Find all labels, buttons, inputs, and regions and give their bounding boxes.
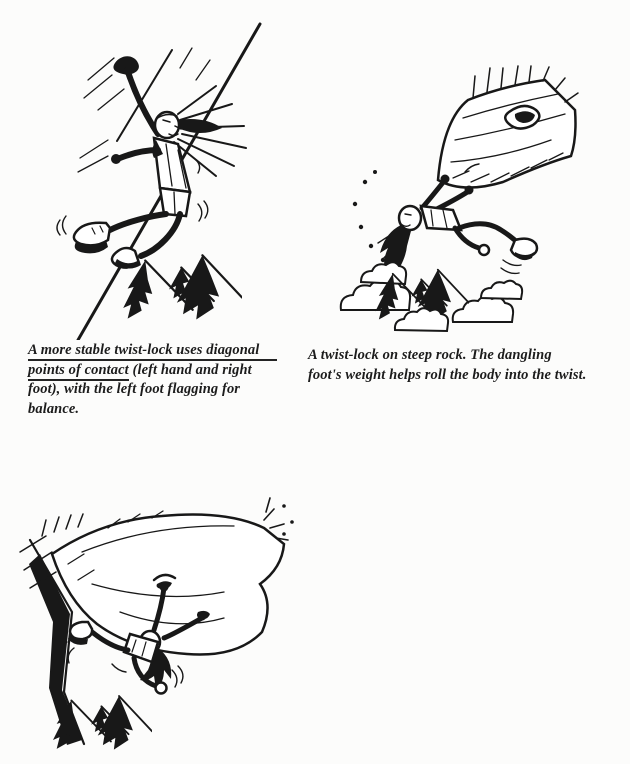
caption-line: foot), with the left foot flagging for xyxy=(28,381,241,397)
rock-face xyxy=(438,80,576,188)
sparkle-dots xyxy=(282,504,294,536)
caption-line: A more stable twist-lock uses diagonal xyxy=(28,341,298,361)
clouds-front xyxy=(395,308,448,331)
sweat-drops xyxy=(353,170,385,262)
caption-twist-lock-diagonal xyxy=(28,341,298,419)
caption-line: A twist-lock on steep rock. The dangling xyxy=(308,347,552,363)
mountains-logo-icon xyxy=(123,255,242,319)
caption-twist-lock-steep xyxy=(308,346,620,385)
figure-twist-lock-diagonal xyxy=(20,8,294,340)
figure-twist-lock-steep xyxy=(303,60,621,340)
hair-mass xyxy=(178,119,222,133)
climber-figure xyxy=(57,72,246,269)
climber-roof-illustration xyxy=(12,492,304,760)
climber-figure xyxy=(353,164,537,280)
rock-hatching xyxy=(84,48,210,110)
climber-steep-rock-illustration xyxy=(303,60,621,340)
caption-line: points of contact (left hand and right xyxy=(28,361,298,381)
caption-line: balance. xyxy=(28,400,80,417)
climber-slab-illustration xyxy=(20,8,294,340)
caption-line: foot's weight helps roll the body into the twist. xyxy=(308,366,587,383)
figure-roof-climb xyxy=(12,492,304,760)
